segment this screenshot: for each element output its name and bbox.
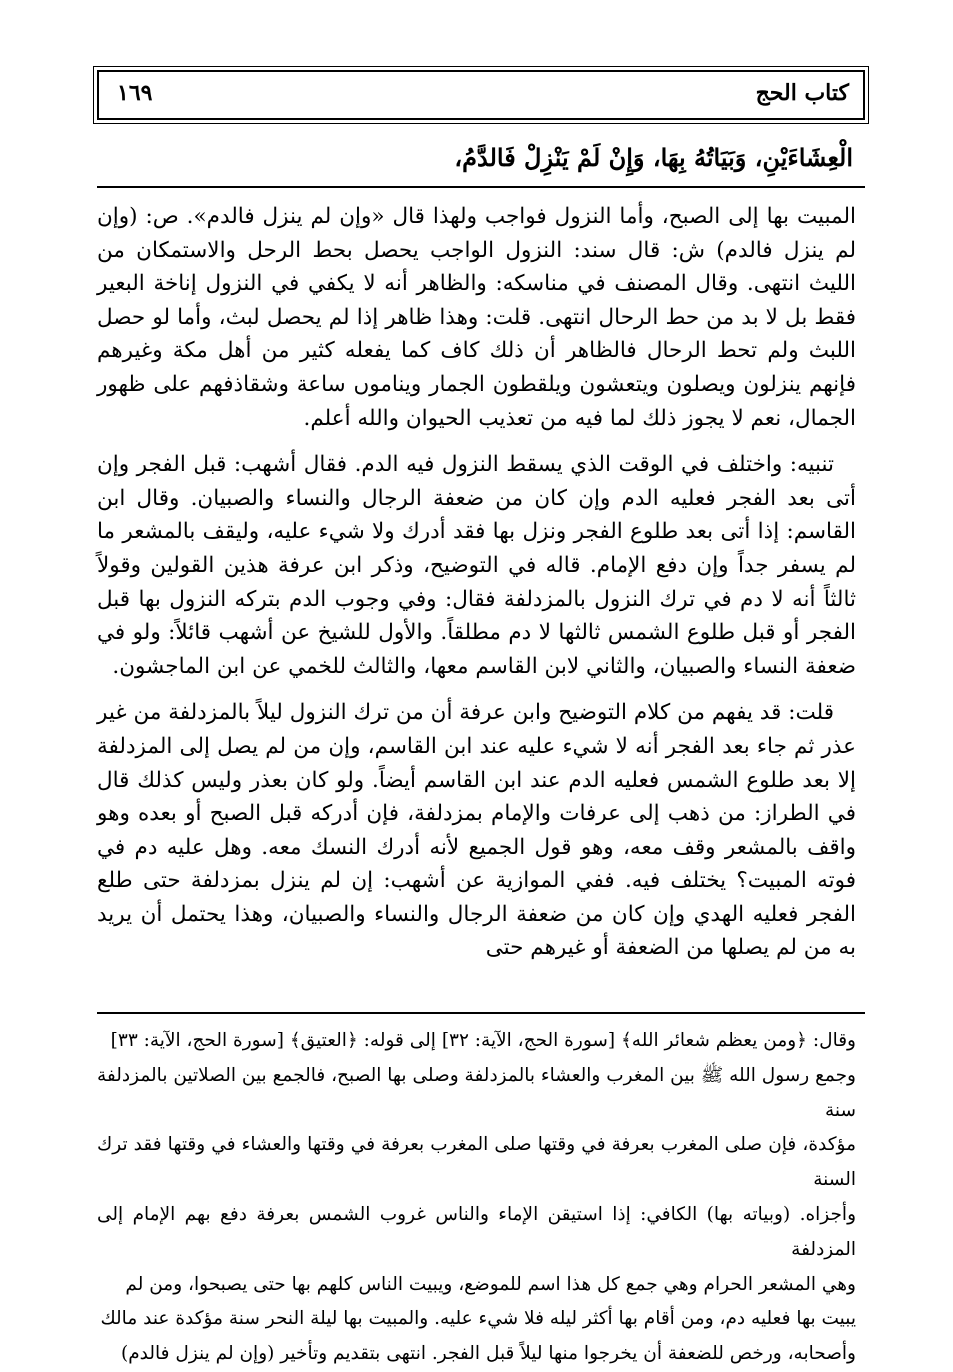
- chapter-title: كتاب الحج: [755, 80, 849, 106]
- top-separator: [97, 186, 865, 188]
- commentary-paragraph-3: قلت: قد يفهم من كلام التوضيح وابن عرفة أن من ترك النزول ليلاً بالمزدلفة من غير عذر ثم جاء بعد الفجر أنه لا شيء عليه عند ابن القاسم، وإن من لم يصل إلى المزدلفة إلا بعد طلوع الشمس فعليه الدم عند ابن القاسم أيضاً. ولو كان بعذر وليس كذلك قال في الطراز: من ذهب إلى عرفات والإمام بمزدلفة، فإن أدركه قبل الصبح أو بعده وهو واقف بالمشعر وقف معه، وهو قول الجميع لأنه أدرك النسك معه. وهل عليه دم في فوته المبيت؟ يختلف فيه. ففي الموازية عن أشهب: إن لم ينزل بمزدلفة حتى طلع الفجر فعليه الهدي وإن كان من ضعفة الرجال والنساء والصبيان، وهذا يحتمل أن يريد به من لم يصلها من الضعفة أو غيرهم حتى: [97, 700, 856, 961]
- footnote-line: وجمع رسول الله ﷺ بين المغرب والعشاء بالمزدلفة وصلى بها الصبح، فالجمع بين الصلاتين بالمزدلفة سنة: [96, 1064, 856, 1121]
- commentary-paragraph-2: تنبيه: واختلف في الوقت الذي يسقط النزول فيه الدم. فقال أشهب: قبل الفجر وإن أتى بعد الفجر فعليه الدم وإن كان من ضعفة الرجال والنساء والصبيان. وقال ابن القاسم: إذا أتى بعد طلوع الفجر ونزل بها فقد أدرك ولا شيء عليه، وليقف بالمشعر ما لم يسفر جداً وإن دفع الإمام. قاله في التوضيح، وذكر ابن عرفة هذين القولين وقولاً ثالثاً أنه لا دم في ترك النزول بالمزدلفة فقال: وفي وجوب الدم بتركه النزول بها قبل الفجر أو قبل طلوع الشمس ثالثها لا دم مطلقاً. والأول للشيخ عن أشهب قائلاً: ولو في ضعفة النساء والصبيان، والثاني لابن القاسم معها، والثالث للخمي عن ابن الماجشون.: [97, 452, 856, 679]
- footnote-line: يبيت بها فعليه دم، ومن أقام بها أكثر ليله فلا شيء عليه. والمبيت بها ليلة النحر سنة مؤكدة عند مالك: [100, 1308, 856, 1330]
- footnote-line: وأجزاه. (وبياته بها) الكافي: إذا استيقن الإماء والناس غروب الشمس بعرفة دفع بهم الإمام إلى المزدلفة: [97, 1203, 856, 1260]
- page-number: ١٦٩: [117, 80, 153, 106]
- footnote-line: وقال: ﴿ومن يعظم شعائر الله﴾ [سورة الحج، الآية: ٣٢] إلى قوله: ﴿العتيق﴾ [سورة الحج، الآية: ٣٣]: [110, 1030, 856, 1051]
- main-text-line: الْعِشَاءَيْنِ، وَبَيَاتُهُ بِهَا، وَإِنْ لَمْ يَنْزِلْ فَالدَّمُ،: [454, 143, 853, 172]
- commentary-paragraph-1: المبيت بها إلى الصبح، وأما النزول فواجب ولهذا قال «وإن لم ينزل فالدم». ص: (وإن لم ينزل فالدم) ش: قال سند: النزول الواجب يحصل بحط الرحل والاستمكان من الليث انتهى. وقال المصنف في مناسكه: والظاهر أنه لا يكفي في النزول إناخة البعير فقط بل لا بد من حط الرحال انتهى. قلت: وهذا ظاهر إذا لم يحصل لبث، وأما لو حصل اللبث ولم تحط الرحال فالظاهر أن ذلك كاف كما يفعله كثير من أهل مكة وغيرهم فإنهم ينزلون ويصلون ويتعشون ويلقطون الجمار ويناموں ساعة وشقاذفهم على ظهور الجمال، نعم لا يجوز ذلك لما فيه من تعذيب الحيوان والله أعلم.: [97, 204, 856, 431]
- footnote-line: مؤكدة، فإن صلى المغرب بعرفة في وقتها صلى المغرب بعرفة في وقتها والعشاء في وقتها فقد ترك السنة: [97, 1134, 856, 1191]
- commentary-body: [97, 200, 856, 978]
- footnotes: [97, 1024, 856, 1372]
- footnote-line: وأصحابه، ورخص للضعفة أن يخرجوا منها ليلاً قبل الفجر. انتهى بتقديم وتأخير (وإن لم ينزل فالدم): [121, 1343, 856, 1365]
- footnote-separator: [97, 1012, 865, 1014]
- running-header: [97, 70, 865, 120]
- footnote-line: وهي المشعر الحرام وهي جمع كل هذا اسم للموضع، ويبيت الناس كلهم بها حتى يصبحوا، ومن لم: [125, 1273, 856, 1295]
